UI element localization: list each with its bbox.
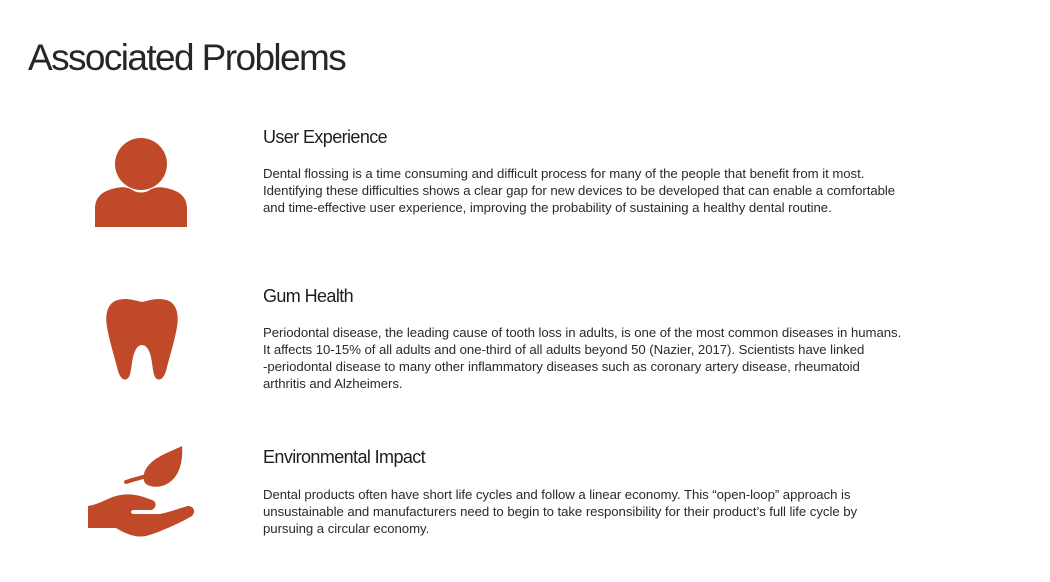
- section-body: Dental flossing is a time consuming and difficult process for many of the people that benefit from it most. Identifying these difficulties shows a clear gap for new devices to be developed that can enable a comfortable and time-effective user experience, improving the probability of sustaining a healthy dental routine.: [263, 166, 896, 215]
- hand-leaf-icon: [86, 444, 198, 540]
- user-icon: [94, 137, 188, 227]
- section-title: Environmental Impact: [263, 447, 426, 467]
- section-body: Periodontal disease, the leading cause of tooth loss in adults, is one of the most common diseases in humans. It affects 10-15% of all adults and one-third of all adults beyond 50 (Nazier, 2017). Scientists have linked -periodontal disease to many other inflammatory diseases such as coronary artery disease, rheumatoid arthritis and Alzheimers.: [263, 325, 902, 391]
- page-title: Associated Problems: [28, 37, 346, 78]
- section-title: User Experience: [263, 127, 388, 147]
- section-body: Dental products often have short life cycles and follow a linear economy. This “open-loop” approach is unsustainable and manufacturers need to begin to take responsibility for their product’s full life cycle by pursuing a circular economy.: [263, 487, 858, 536]
- section-title: Gum Health: [263, 286, 354, 306]
- tooth-icon: [105, 297, 179, 381]
